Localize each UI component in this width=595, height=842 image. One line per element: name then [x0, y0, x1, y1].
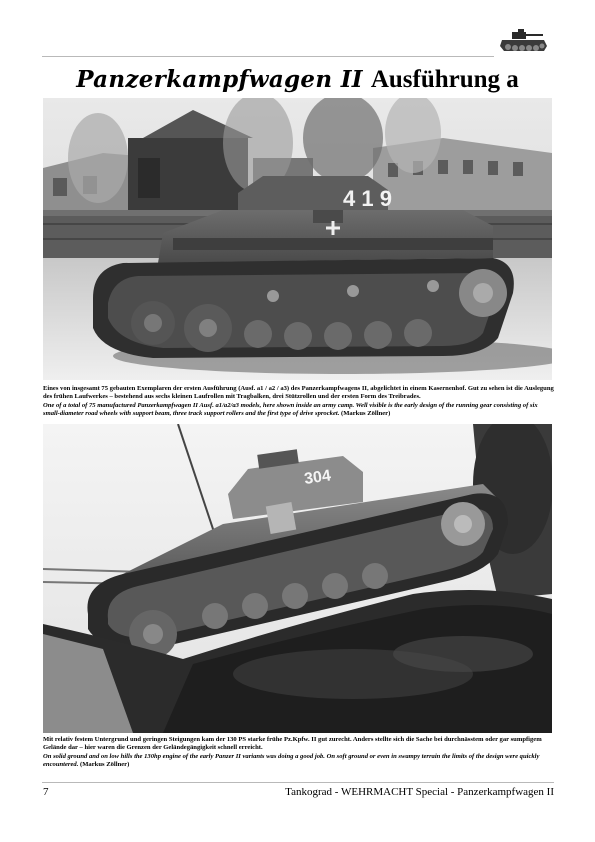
- header-rule: [42, 56, 494, 57]
- page-title: [0, 66, 595, 94]
- caption-top-german: Eines von insgesamt 75 gebauten Exemplaren der ersten Ausführung (Ausf. a1 / a2 / a3) des Panzerkampfwagens II, abgelichtet in einem Kasernenhof. Gut zu sehen ist die Auslegung des frühen Laufwerkes – bestehend aus sechs kleinen Laufrollen mit Tragbalken, drei Stützrollen und der ersten Form des Treibrades.: [43, 385, 554, 401]
- caption-bottom: [43, 736, 555, 769]
- title-fraktur: Panzerkampfwagen II: [76, 66, 363, 93]
- page-number: 7: [43, 786, 49, 798]
- caption-bottom-german: Mit relativ festem Untergrund und geringen Steigungen kam der 130 PS starke frühe Pz.Kpfw. II gut zurecht. Anders stellte sich die Sache bei durchnässtem oder gar sumpfigem Gelände dar – hier waren die Grenzen der Geländegängigkeit schnell erreicht.: [43, 736, 542, 752]
- caption-top-english: One of a total of 75 manufactured Panzerkampfwagen II Ausf. a1/a2/a3 models, here shown inside an army camp. Well visible is the early design of the running gear consisting of six small-diameter road wheels with support beam, three track support rollers and the first type of drive sprocket.: [43, 401, 538, 417]
- photo-tank-barracks: [43, 98, 552, 380]
- title-latin: Ausführung a: [370, 66, 519, 93]
- footer-rule: [42, 782, 554, 783]
- caption-top-credit: (Markus Zöllner): [341, 409, 391, 417]
- caption-bottom-english: On solid ground and on low hills the 130hp engine of the early Panzer II variants was doing a good job. On soft ground or even in swampy terrain the limits of the design were quickly encountered.: [43, 752, 540, 768]
- caption-bottom-credit: (Markus Zöllner): [80, 760, 130, 768]
- caption-top: [43, 385, 555, 418]
- turret-number-304: 304: [303, 467, 332, 488]
- turret-number-419: 4 1 9: [343, 186, 392, 211]
- tank-logo-icon: [498, 24, 550, 58]
- photo-tank-embankment: [43, 424, 552, 733]
- footer-series-title: Tankograd - WEHRMACHT Special - Panzerkampfwagen II: [285, 786, 554, 798]
